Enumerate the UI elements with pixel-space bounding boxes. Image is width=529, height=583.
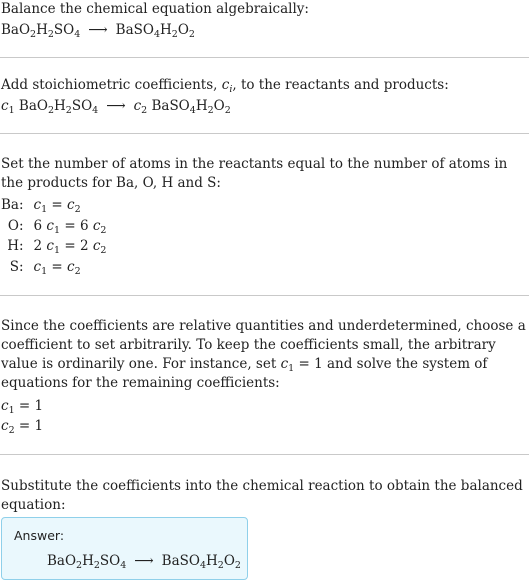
reactant-formula: $BaO_2H_2SO_4$ [1, 22, 81, 40]
balance-row-o: O: 6 $c_1 = 6$ $c_2$ [7, 217, 107, 236]
reactant-formula: $BaO_2H_2SO_4$ [47, 553, 127, 571]
reaction-arrow: ⟶ [88, 22, 108, 38]
reactant-formula: $BaO_2H_2SO_4$ [18, 98, 99, 116]
balance-row-ba: Ba: $c_1 = c_2$ [1, 197, 81, 215]
reaction-arrow: ⟶ [106, 98, 126, 114]
product-formula: $BaSO_4H_2O_2$ [161, 553, 241, 571]
section-divider [0, 133, 529, 134]
substitute-heading: Substitute the coefficients into the chemical reaction to obtain the balanced equation: [1, 478, 523, 513]
answer-label: Answer: [14, 528, 65, 543]
unbalanced-equation [1, 21, 195, 39]
solve-paragraph: Since the coefficients are relative quantities and underdetermined, choose a coefficient to set arbitrarily. To keep the coefficients small, the arbitrary value is ordinarily one. For instance, set $c_1 = 1$ and solve the system of equations for the remaining coefficients: [1, 318, 526, 391]
balance-row-h: H: 2 $c_1 = 2$ $c_2$ [7, 238, 107, 256]
atoms-heading: Set the number of atoms in the reactants equal to the number of atoms in the products for Ba, O, H and S: [1, 156, 508, 191]
solution-c1: $c_1 = 1$ [1, 398, 44, 416]
coefficients-heading: Add stoichiometric coefficients, $c_i$, to the reactants and products: [1, 77, 449, 95]
product-formula: $BaSO_4H_2O_2$ [151, 98, 231, 116]
balance-row-s: S: $c_1 = c_2$ [9, 258, 81, 277]
section-divider [0, 454, 529, 455]
balanced-equation [47, 553, 241, 569]
section-divider [0, 295, 529, 296]
intro-heading: Balance the chemical equation algebraically: [1, 1, 309, 17]
coefficient-equation: $c_1$ $BaO_2H_2SO_4$ ⟶ $c_2$ $BaSO_4H_2O_2$ [1, 98, 231, 116]
product-formula: $BaSO_4H_2O_2$ [115, 22, 195, 40]
solution-c2: $c_2 = 1$ [1, 418, 44, 436]
section-divider [0, 57, 529, 58]
reaction-arrow: ⟶ [134, 553, 154, 569]
atom-balance-table [1, 195, 106, 277]
answer-box [1, 517, 248, 580]
